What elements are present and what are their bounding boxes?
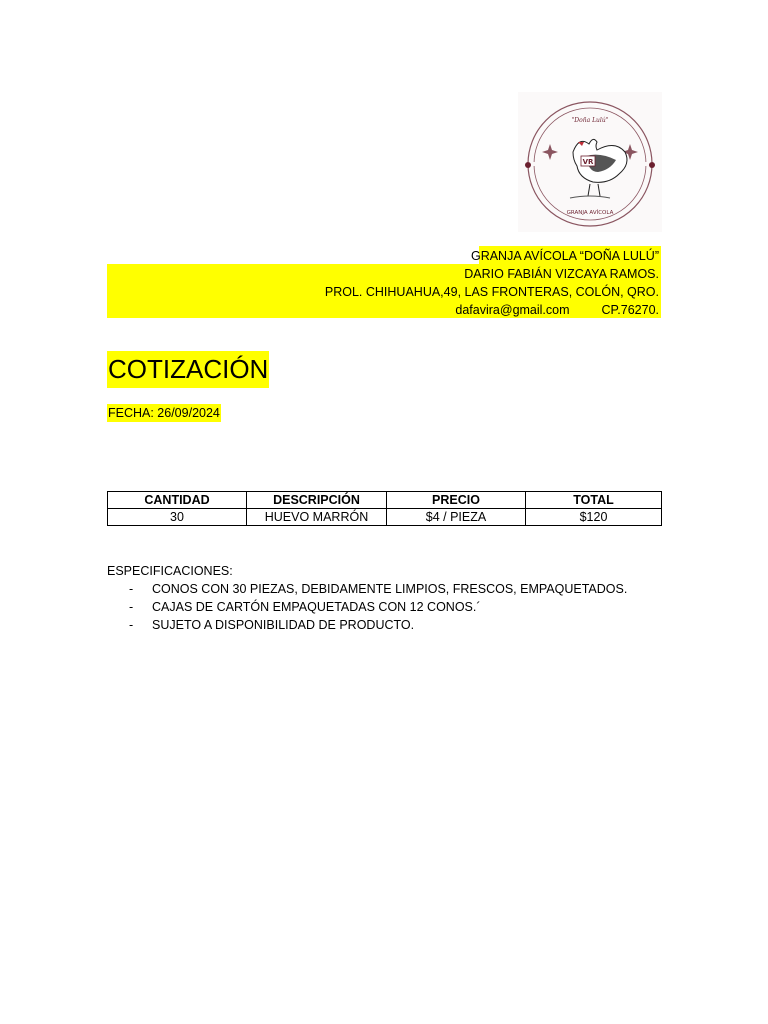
logo-bottom-text: GRANJA AVÍCOLA xyxy=(566,210,614,216)
list-item: - SUJETO A DISPONIBILIDAD DE PRODUCTO. xyxy=(129,618,415,632)
cell-price: $4 / PIEZA xyxy=(387,509,526,526)
company-address: PROL. CHIHUAHUA,49, LAS FRONTERAS, COLÓN, QRO. xyxy=(324,285,659,299)
owner-name: DARIO FABIÁN VIZCAYA RAMOS. xyxy=(464,267,659,281)
header-total: TOTAL xyxy=(526,492,662,509)
specs-list xyxy=(107,580,667,634)
spec-text: CAJAS DE CARTÓN EMPAQUETADAS CON 12 CONOS.´ xyxy=(152,600,481,614)
table-header-row xyxy=(108,492,662,509)
contact-line xyxy=(455,301,659,319)
email-link[interactable]: dafavira@gmail.com xyxy=(455,303,570,317)
document-title: COTIZACIÓN xyxy=(107,351,269,388)
company-name: GRANJA AVÍCOLA “DOÑA LULÚ” xyxy=(470,249,659,263)
postal-code: CP.76270. xyxy=(601,303,659,317)
cell-description: HUEVO MARRÓN xyxy=(247,509,387,526)
spec-text: CONOS CON 30 PIEZAS, DEBIDAMENTE LIMPIOS, FRESCOS, EMPAQUETADOS. xyxy=(152,582,628,596)
quote-date: FECHA: 26/09/2024 xyxy=(108,406,220,420)
header-quantity: CANTIDAD xyxy=(108,492,247,509)
company-logo xyxy=(518,92,662,232)
logo-monogram: VR xyxy=(582,158,594,166)
logo-top-text: "Doña Lulú" xyxy=(571,117,609,124)
specs-heading: ESPECIFICACIONES: xyxy=(107,564,233,578)
table-row xyxy=(108,509,662,526)
company-header xyxy=(107,246,661,318)
list-item: - CAJAS DE CARTÓN EMPAQUETADAS CON 12 CONOS.´ xyxy=(129,600,481,614)
quote-table xyxy=(107,491,662,526)
spec-text: SUJETO A DISPONIBILIDAD DE PRODUCTO. xyxy=(152,618,415,632)
header-description: DESCRIPCIÓN xyxy=(247,492,387,509)
header-price: PRECIO xyxy=(387,492,526,509)
specifications xyxy=(107,562,667,634)
list-item: - CONOS CON 30 PIEZAS, DEBIDAMENTE LIMPIOS, FRESCOS, EMPAQUETADOS. xyxy=(129,582,628,596)
cell-total: $120 xyxy=(526,509,662,526)
cell-quantity: 30 xyxy=(108,509,247,526)
